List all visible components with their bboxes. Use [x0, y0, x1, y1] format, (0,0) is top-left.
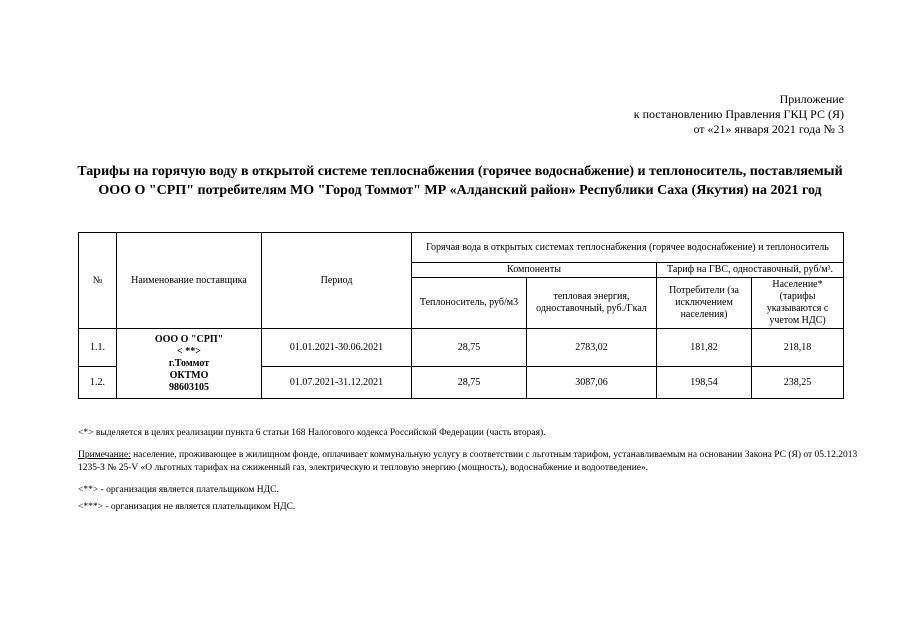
appendix-header — [634, 92, 844, 137]
header-period: Период — [262, 233, 412, 329]
header-supplier: Наименование поставщика — [117, 233, 262, 329]
footnotes — [78, 427, 868, 523]
row-consumers: 198,54 — [657, 367, 752, 399]
table-row — [79, 329, 844, 367]
header-heat-energy: тепловая энергия, одноставочный, руб./Гкал — [527, 278, 657, 329]
header-population: Население* (тарифы указываются с учетом НДС) — [752, 278, 844, 329]
supplier-vat-mark: < **> — [177, 345, 201, 357]
row-no: 1.2. — [79, 367, 117, 399]
row-heat-energy: 2783,02 — [527, 329, 657, 367]
header-heat-carrier: Теплоноситель, руб/м3 — [412, 278, 527, 329]
footnote-non-vat-payer: <***> - организация не является плательщиком НДС. — [78, 502, 296, 512]
row-consumers: 181,82 — [657, 329, 752, 367]
footnote-vat-allocation: <*> выделяется в целях реализации пункта 6 статьи 168 Налогового кодекса Российской Федерации (часть вторая). — [78, 428, 546, 438]
remark-label: Примечание: — [78, 450, 131, 460]
row-heat-carrier: 28,75 — [412, 367, 527, 399]
header-no: № — [79, 233, 117, 329]
appendix-line-1: Приложение — [779, 92, 844, 106]
header-consumers: Потребители (за исключением населения) — [657, 278, 752, 329]
row-heat-energy: 3087,06 — [527, 367, 657, 399]
row-population: 218,18 — [752, 329, 844, 367]
remark — [78, 449, 868, 475]
supplier-oktmo-code: 98603105 — [169, 381, 209, 393]
tariff-table — [78, 232, 844, 399]
footnote-vat-payer: <**> - организация является плательщиком НДС. — [78, 485, 279, 495]
header-tariff: Тариф на ГВС, одноставочный, руб/м³. — [657, 263, 844, 278]
row-period: 01.07.2021-31.12.2021 — [262, 367, 412, 399]
appendix-line-3: от «21» января 2021 года № 3 — [693, 122, 844, 136]
supplier-cell — [117, 329, 262, 399]
remark-text: население, проживающее в жилищном фонде, оплачивает коммунальную услугу в соответствии с льготным тарифом, устанавливаемым на основании Закона РС (Я) от 05.12.2013 1235-З № 25-V «О льготных тарифах на сжиженный газ, электрическую и тепловую энергию (мощность), водоснабжение и водоотведение». — [78, 450, 858, 473]
row-heat-carrier: 28,75 — [412, 329, 527, 367]
row-no: 1.1. — [79, 329, 117, 367]
appendix-line-2: к постановлению Правления ГКЦ РС (Я) — [633, 107, 844, 121]
row-period: 01.01.2021-30.06.2021 — [262, 329, 412, 367]
header-group: Горячая вода в открытых системах теплоснабжения (горячее водоснабжение) и теплоноситель — [412, 233, 844, 263]
document-title: Тарифы на горячую воду в открытой системе теплоснабжения (горячее водоснабжение) и теплоноситель, поставляемый ООО О "СРП" потребителям МО "Город Томмот" МР «Алданский район» Республики Саха (Якутия) на 2021 год — [77, 164, 843, 198]
supplier-oktmo-label: ОКТМО — [169, 369, 209, 381]
header-components: Компоненты — [412, 263, 657, 278]
supplier-name: ООО О "СРП" — [154, 333, 224, 345]
supplier-city: г.Томмот — [168, 357, 210, 369]
row-population: 238,25 — [752, 367, 844, 399]
